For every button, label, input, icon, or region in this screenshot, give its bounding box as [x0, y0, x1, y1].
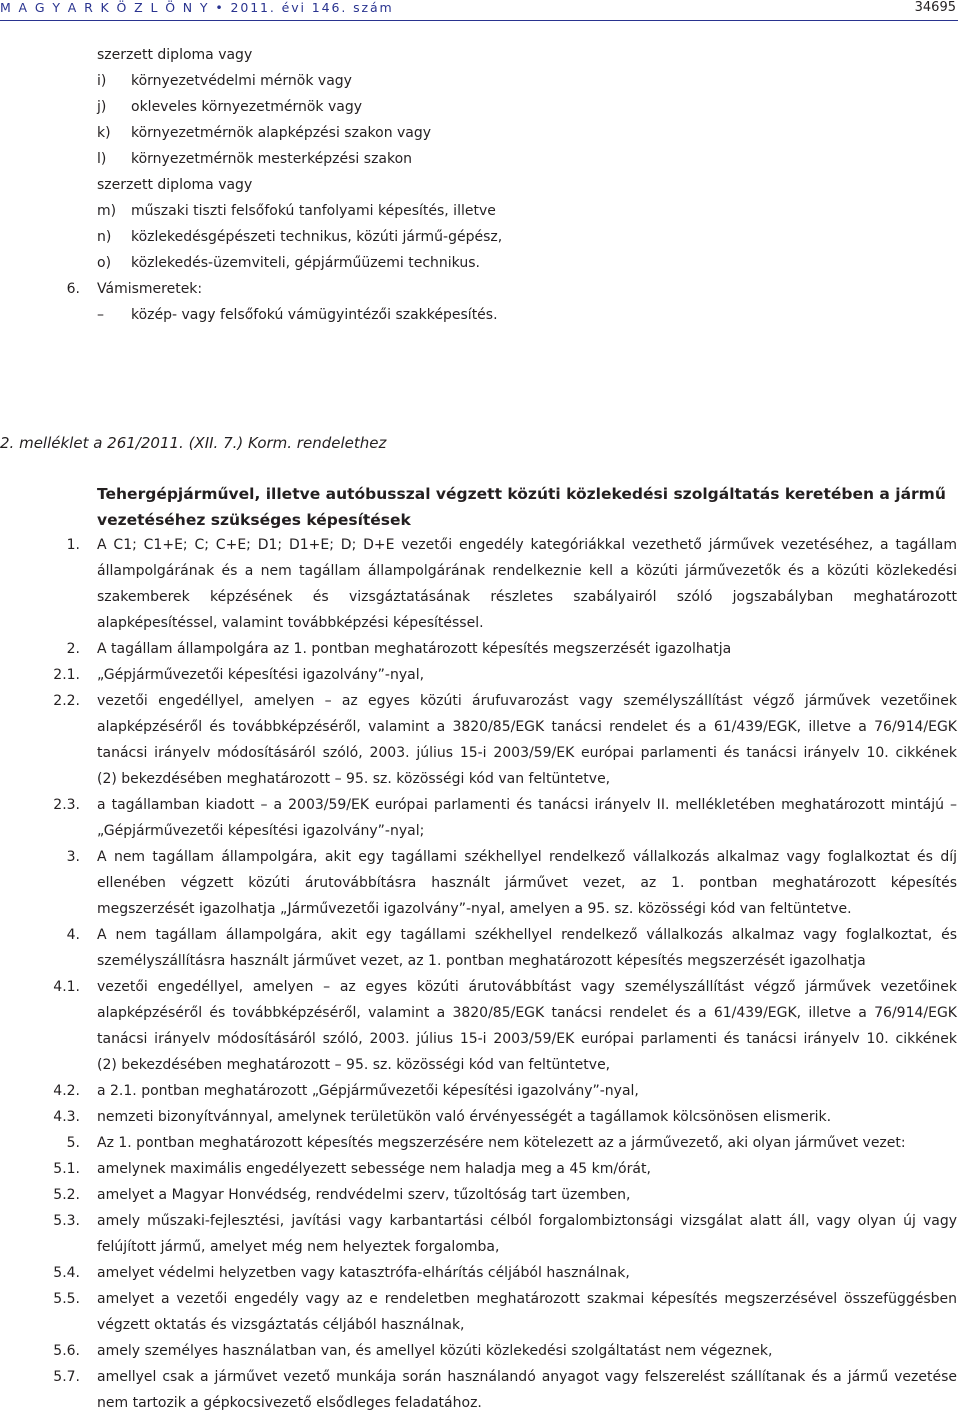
- provision-text-line: alapképzéséről és továbbképzéséről, valamint a 3820/85/EGK tanácsi rendelet és a 61/439/EGK, illetve a 76/914/EGK: [97, 1005, 957, 1021]
- provision-text-line: tanácsi irányelv módosításáról szóló, 2003. július 15-i 2003/59/EK európai parlamenti és tanácsi irányelv 10. cikkének: [97, 1031, 957, 1047]
- provision-number: 5.2.: [53, 1187, 80, 1203]
- provision-text-line: személyszállításra használt járművet vezet, az 1. pontban meghatározott képesítés megszerzését igazolhatja: [97, 953, 866, 969]
- list-item: környezetmérnök mesterképzési szakon: [131, 151, 413, 167]
- dash-marker: –: [97, 307, 104, 323]
- provision-text-line: nemzeti bizonyítvánnyal, amelynek területükön való érvényességét a tagállamok kölcsönösen elismerik.: [97, 1109, 832, 1125]
- list-marker: l): [97, 151, 107, 167]
- provision-text-line: Az 1. pontban meghatározott képesítés megszerzésére nem kötelezett az a járművezető, aki olyan járművet vezet:: [97, 1135, 906, 1151]
- provision-number: 3.: [66, 849, 80, 865]
- provision-number: 2.: [66, 641, 80, 657]
- list-item: okleveles környezetmérnök vagy: [131, 99, 363, 115]
- provision-text-line: amely személyes használatban van, és amellyel közúti közlekedési szolgáltatást nem végeznek,: [97, 1343, 773, 1359]
- list-marker: m): [97, 203, 117, 219]
- provision-number: 5.1.: [53, 1161, 80, 1177]
- provision-text-line: a tagállamban kiadott – a 2003/59/EK európai parlamenti és tanácsi irányelv II. mellékletében meghatározott mintájú –: [97, 797, 957, 813]
- page-header: [0, 0, 960, 22]
- provision-number: 5.5.: [53, 1291, 80, 1307]
- list-item: műszaki tiszti felsőfokú tanfolyami képesítés, illetve: [131, 203, 496, 219]
- provision-text-line: amelyet a Magyar Honvédség, rendvédelmi szerv, tűzoltóság tart üzemben,: [97, 1187, 631, 1203]
- provision-text-line: felújított jármű, amelyet még nem helyeztek forgalomba,: [97, 1239, 500, 1255]
- provision-number: 5.7.: [53, 1369, 80, 1385]
- list-marker: j): [97, 99, 107, 115]
- section-number: 6.: [66, 281, 80, 297]
- provision-text-line: A nem tagállam állampolgára, akit egy tagállami székhellyel rendelkező vállalkozás alkalmaz vagy foglalkoztat és díj: [97, 849, 957, 865]
- provision-number: 5.6.: [53, 1343, 80, 1359]
- provision-text-line: amely műszaki-fejlesztési, javítási vagy karbantartási célból forgalombiztonsági vizsgálat alatt áll, vagy olyan új vagy: [97, 1213, 957, 1229]
- provision-text-line: amellyel csak a járművet vezető munkája során használandó anyagot vagy felszerelést szállítanak és a jármű vezetése: [97, 1369, 957, 1385]
- journal-title: M A G Y A R K Ö Z L Ö N Y • 2011. évi 146. szám: [0, 0, 394, 15]
- provision-text-line: amelyet védelmi helyzetben vagy katasztrófa-elhárítás céljából használnak,: [97, 1265, 630, 1281]
- list-item: közlekedésgépészeti technikus, közúti jármű-gépész,: [131, 229, 503, 245]
- provision-number: 4.1.: [53, 979, 80, 995]
- section-title: vezetéséhez szükséges képesítések: [97, 511, 411, 529]
- list-item: szerzett diploma vagy: [97, 177, 253, 193]
- provision-text-line: A tagállam állampolgára az 1. pontban meghatározott képesítés megszerzését igazolhatja: [97, 641, 732, 657]
- provision-text-line: alapképesítéssel, valamint továbbképzési képesítéssel.: [97, 615, 484, 631]
- provision-number: 4.: [66, 927, 80, 943]
- provision-number: 2.3.: [53, 797, 80, 813]
- page-number: 34695: [914, 0, 956, 15]
- provision-text-line: „Gépjárművezetői képesítési igazolvány”-nyal,: [97, 667, 425, 683]
- provision-number: 2.2.: [53, 693, 80, 709]
- provision-text-line: alapképzéséről és továbbképzéséről, valamint a 3820/85/EGK tanácsi rendelet és a 61/439/EGK, illetve a 76/914/EGK: [97, 719, 957, 735]
- provision-number: 5.4.: [53, 1265, 80, 1281]
- provision-text-line: vezetői engedéllyel, amelyen – az egyes közúti árutovábbítást vagy személyszállítást végző járművek vezetőinek: [97, 979, 957, 995]
- provision-text-line: ellenében végzett közúti árutovábbításra használt járművet vezet, az 1. pontban meghatározott képesítés: [97, 875, 957, 891]
- provision-text-line: vezetői engedéllyel, amelyen – az egyes közúti árufuvarozást vagy személyszállítást végző járművek vezetőinek: [97, 693, 957, 709]
- header-rule: [0, 20, 958, 21]
- provision-text-line: végzett oktatás és vizsgáztatás céljából használnak,: [97, 1317, 465, 1333]
- section-title: Tehergépjárművel, illetve autóbusszal végzett közúti közlekedési szolgáltatás keretében a jármű: [97, 485, 946, 503]
- provision-text-line: amelyet a vezetői engedély vagy az e rendeletben meghatározott szakmai képesítés megszerzésével összefüggésben: [97, 1291, 957, 1307]
- list-item: szerzett diploma vagy: [97, 47, 253, 63]
- annex-title: 2. melléklet a 261/2011. (XII. 7.) Korm. rendelethez: [0, 434, 387, 452]
- section-heading: Vámismeretek:: [97, 281, 203, 297]
- provision-text-line: szakemberek képzésének és vizsgáztatásának részletes szabályairól szóló jogszabályban meghatározott: [97, 589, 957, 605]
- provision-text-line: tanácsi irányelv módosításáról szóló, 2003. július 15-i 2003/59/EK európai parlamenti és tanácsi irányelv 10. cikkének: [97, 745, 957, 761]
- provision-text-line: a 2.1. pontban meghatározott „Gépjárművezetői képesítési igazolvány”-nyal,: [97, 1083, 639, 1099]
- provision-text-line: A nem tagállam állampolgára, akit egy tagállami székhellyel rendelkező vállalkozás alkalmaz vagy foglalkoztat, és: [97, 927, 957, 943]
- provision-text-line: „Gépjárművezetői képesítési igazolvány”-nyal;: [97, 823, 425, 839]
- provision-number: 5.: [66, 1135, 80, 1151]
- provision-text-line: (2) bekezdésében meghatározott – 95. sz. közösségi kód van feltüntetve,: [97, 1057, 611, 1073]
- list-item: közlekedés-üzemviteli, gépjárműüzemi technikus.: [131, 255, 480, 271]
- provision-text-line: amelynek maximális engedélyezett sebessége nem haladja meg a 45 km/órát,: [97, 1161, 651, 1177]
- provision-text-line: (2) bekezdésében meghatározott – 95. sz. közösségi kód van feltüntetve,: [97, 771, 611, 787]
- list-item: környezetmérnök alapképzési szakon vagy: [131, 125, 432, 141]
- provision-text-line: A C1; C1+E; C; C+E; D1; D1+E; D; D+E vezetői engedély kategóriákkal vezethető járművek vezetéséhez, a tagállam: [97, 537, 957, 553]
- provision-text-line: állampolgárának és a nem tagállam állampolgárának rendelkeznie kell a közúti járművezetők és a közúti közlekedési: [97, 563, 957, 579]
- provision-number: 1.: [66, 537, 80, 553]
- provision-number: 4.3.: [53, 1109, 80, 1125]
- list-marker: k): [97, 125, 111, 141]
- provision-number: 5.3.: [53, 1213, 80, 1229]
- list-marker: n): [97, 229, 112, 245]
- provision-text-line: megszerzését igazolhatja „Járművezetői igazolvány”-nyal, amelyen a 95. sz. közösségi kód van feltüntetve.: [97, 901, 852, 917]
- provision-number: 2.1.: [53, 667, 80, 683]
- list-marker: o): [97, 255, 112, 271]
- provision-number: 4.2.: [53, 1083, 80, 1099]
- provision-text-line: nem tartozik a gépkocsivezető elsődleges feladatához.: [97, 1395, 482, 1411]
- list-item: környezetvédelmi mérnök vagy: [131, 73, 352, 89]
- list-item: közép- vagy felsőfokú vámügyintézői szakképesítés.: [131, 307, 498, 323]
- list-marker: i): [97, 73, 107, 89]
